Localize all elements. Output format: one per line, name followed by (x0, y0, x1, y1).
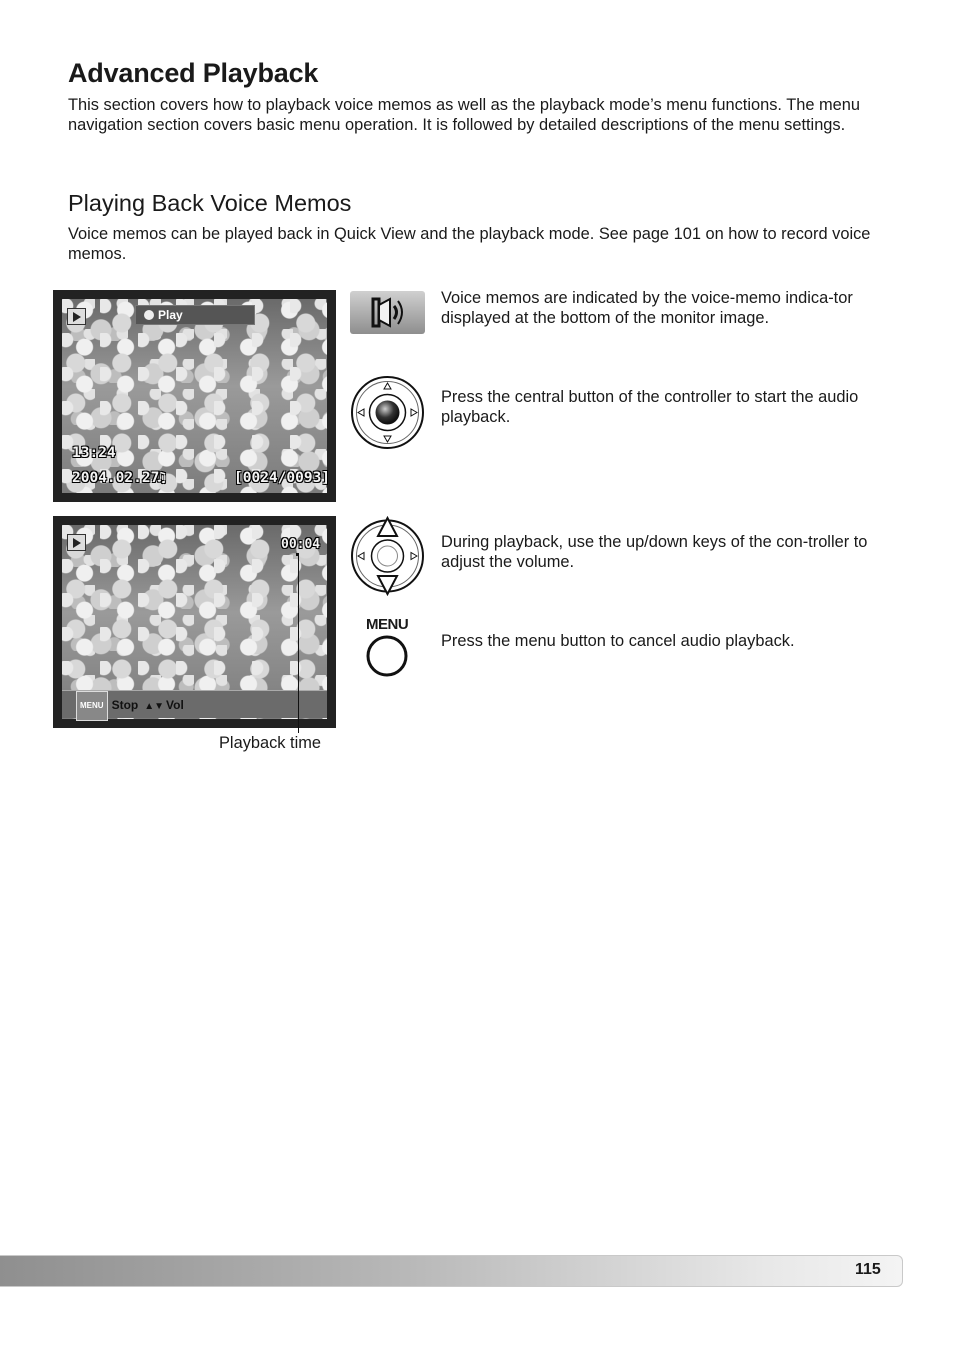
playback-mode-icon (67, 308, 86, 325)
play-label: Play (158, 308, 183, 322)
step-volume-text: During playback, use the up/down keys of the con-troller to adjust the volume. (441, 533, 868, 571)
step-voice-indicator-text: Voice memos are indicated by the voice-memo indica-tor displayed at the bottom of the monitor image. (441, 289, 853, 327)
page-title: Advanced Playback (68, 58, 319, 88)
menu-button-icon (363, 616, 413, 678)
controller-updown-icon (350, 516, 425, 596)
menu-button-label: MENU (366, 616, 409, 633)
page-number: 115 (855, 1261, 881, 1278)
frame-counter: [0024/0093] (234, 470, 331, 486)
playback-time-caption: Playback time (219, 734, 322, 752)
stop-label: Stop (111, 698, 139, 712)
voice-memo-indicator-icon: ♫ (157, 470, 166, 486)
section-intro: Voice memos can be played back in Quick View and the playback mode. See page 101 on how to record voice memos. (68, 225, 871, 263)
controller-center-icon (350, 375, 425, 450)
playback-guide-bar (62, 690, 327, 718)
vol-label: Vol (166, 698, 184, 712)
step-menu-cancel-text: Press the menu button to cancel audio playback. (441, 632, 795, 650)
voice-memo-indicator-icon (350, 291, 425, 334)
playback-mode-icon (67, 534, 86, 551)
date-display: 2004.02.27 (72, 470, 160, 486)
time-display: 13:24 (72, 445, 116, 461)
playback-time-leader-line (298, 553, 299, 733)
step-center-button-text: Press the central button of the controller to start the audio playback. (441, 388, 859, 426)
menu-chip: MENU (76, 691, 108, 721)
intro-paragraph: This section covers how to playback voice memos as well as the playback mode’s menu functions. The menu navigation section covers basic menu operation. It is followed by detailed descriptions of the menu settings. (68, 96, 860, 134)
play-prompt (135, 305, 255, 325)
center-button-icon (144, 310, 154, 320)
monitor-audio-playback (53, 516, 336, 728)
monitor-quick-view (53, 290, 336, 502)
up-down-arrows-icon: ▲▼ (144, 701, 165, 712)
flower-photo (62, 299, 327, 493)
section-title: Playing Back Voice Memos (68, 190, 352, 216)
playback-time-display: 00:04 (281, 537, 321, 552)
footer-bar (0, 1255, 903, 1287)
